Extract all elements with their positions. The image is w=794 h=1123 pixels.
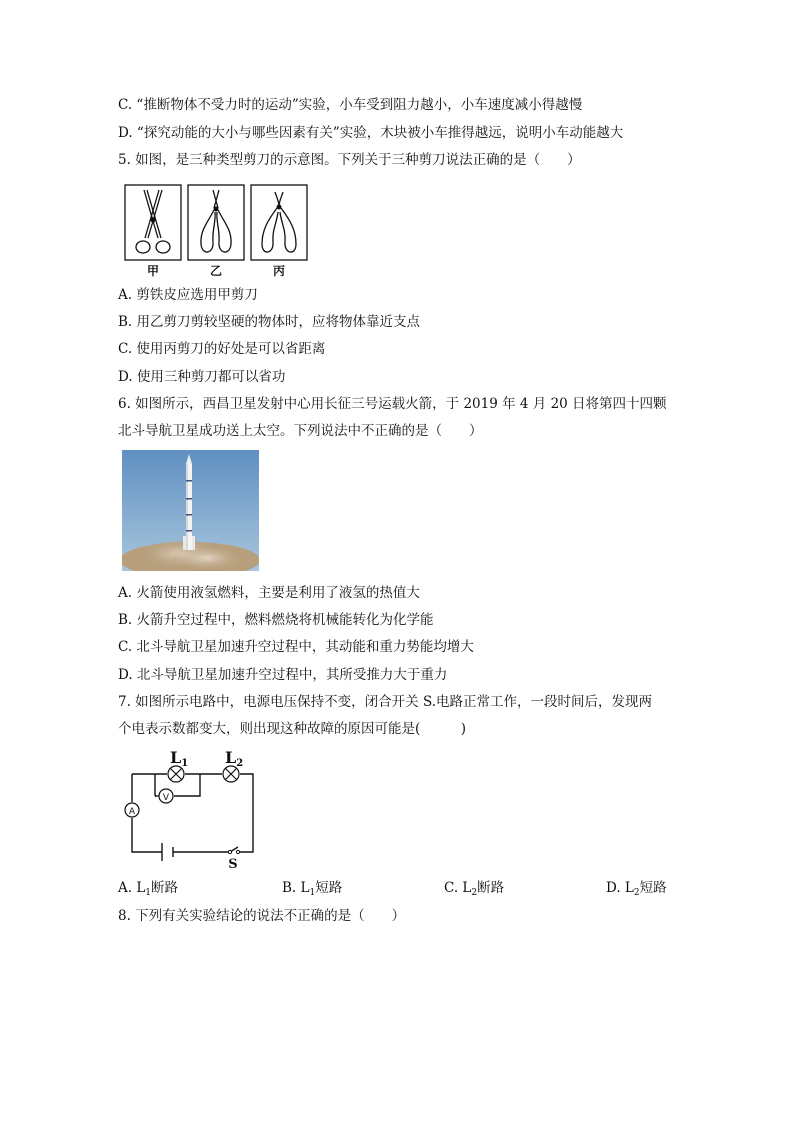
- question7-stem-line1: 7. 如图所示电路中，电源电压保持不变，闭合开关 S.电路正常工作，一段时间后，发现两: [118, 694, 653, 710]
- question5-option-b: B. 用乙剪刀剪较坚硬的物体时，应将物体靠近支点: [118, 314, 421, 330]
- question6-option-b: B. 火箭升空过程中，燃料燃烧将机械能转化为化学能: [118, 612, 434, 628]
- scissors-jia-icon: [136, 190, 170, 253]
- question7-option-b: B. $L_1$短路: [282, 880, 343, 898]
- question6-option-c: C. 北斗导航卫星加速升空过程中，其动能和重力势能均增大: [118, 639, 474, 655]
- question4-option-c: C. “推断物体不受力时的运动”实验，小车受到阻力越小，小车速度减小得越慢: [118, 97, 583, 113]
- question6-stem-line1: 6. 如图所示，西昌卫星发射中心用长征三号运载火箭，于 2019 年 4 月 20 日将第四十四颗: [118, 396, 667, 412]
- question6-stem-line2: 北斗导航卫星成功送上太空。下列说法中不正确的是（ ）: [118, 423, 483, 439]
- scissors-label-jia: 甲: [146, 264, 160, 278]
- voltmeter-label: V: [162, 793, 170, 803]
- switch-contact-icon: [236, 850, 239, 853]
- switch-contact-icon: [228, 850, 231, 853]
- scissors-yi-icon: [201, 190, 231, 252]
- question5-stem: 5. 如图，是三种类型剪刀的示意图。下列关于三种剪刀说法正确的是（ ）: [118, 152, 581, 168]
- scissors-panel-bing: [251, 185, 307, 260]
- question5-option-a: A. 剪铁皮应选用甲剪刀: [118, 287, 258, 303]
- ammeter-label: A: [128, 807, 136, 817]
- question7-stem-line2: 个电表示数都变大，则出现这种故障的原因可能是( ): [118, 721, 467, 737]
- scissors-figure: [122, 182, 312, 278]
- question5-option-c: C. 使用丙剪刀的好处是可以省距离: [118, 341, 326, 357]
- question7-option-d: D. $L_2$短路: [606, 880, 667, 898]
- question6-option-d: D. 北斗导航卫星加速升空过程中，其所受推力大于重力: [118, 667, 448, 683]
- question5-option-d: D. 使用三种剪刀都可以省功: [118, 369, 286, 385]
- scissors-label-bing: 丙: [272, 264, 286, 278]
- scissors-bing-icon: [262, 192, 296, 252]
- question4-option-d: D. “探究动能的大小与哪些因素有关”实验，木块被小车推得越远，说明小车动能越大: [118, 125, 624, 141]
- question7-option-c: C. $L_2$断路: [444, 880, 505, 898]
- question7-option-a: A. $L_1$断路: [118, 880, 179, 898]
- question6-option-a: A. 火箭使用液氢燃料，主要是利用了液氢的热值大: [118, 585, 420, 601]
- lamp-l1-label: L1: [170, 748, 189, 769]
- scissors-label-yi: 乙: [209, 264, 223, 278]
- scissors-panel-yi: [188, 185, 244, 260]
- rocket-launch-photo: [122, 450, 259, 571]
- circuit-diagram: [120, 746, 260, 872]
- switch-label: S: [228, 857, 238, 872]
- question8-stem: 8. 下列有关实验结论的说法不正确的是（ ）: [118, 908, 406, 924]
- lamp-l2-label: L2: [225, 748, 244, 769]
